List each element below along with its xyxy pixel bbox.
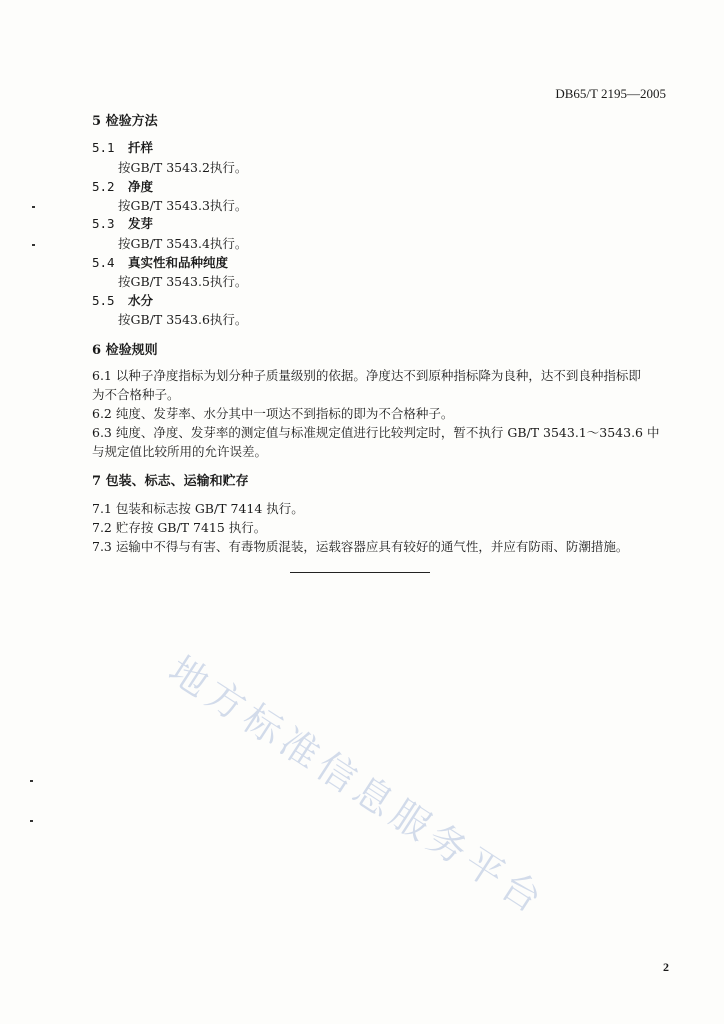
- section-7-3-text: 7.3 运输中不得与有害、有毒物质混装，运载容器应具有较好的通气性，并应有防雨、防潮措施。: [92, 539, 629, 554]
- section-6-2-text: 6.2 纯度、发芽率、水分其中一项达不到指标的即为不合格种子。: [92, 406, 454, 421]
- section-5-1-heading: [92, 138, 153, 156]
- watermark: 地方标准信息服务平台: [161, 647, 555, 925]
- section-7-heading: 7 包装、标志、运输和贮存: [92, 474, 249, 489]
- clause-title: 发芽: [128, 216, 154, 231]
- document-code: DB65/T 2195—2005: [555, 86, 666, 101]
- scan-speck: [32, 244, 35, 246]
- scan-speck: [32, 206, 35, 208]
- scan-speck: [30, 780, 33, 782]
- clause-number: 5.3: [92, 216, 115, 231]
- end-rule: [290, 572, 430, 573]
- section-6-3-line2: 与规定值比较所用的允许误差。: [92, 444, 268, 459]
- clause-title: 水分: [128, 293, 154, 308]
- clause-title: 扦样: [128, 140, 154, 155]
- clause-number: 5.1: [92, 140, 115, 155]
- clause-title: 净度: [128, 179, 154, 194]
- section-5-5-heading: [92, 291, 153, 309]
- section-6-1-line2: 为不合格种子。: [92, 387, 180, 402]
- section-5-4-text: 按GB/T 3543.5执行。: [118, 274, 248, 289]
- section-6-3-line1: 6.3 纯度、净度、发芽率的测定值与标准规定值进行比较判定时，暂不执行 GB/T 3543.1～3543.6 中: [92, 425, 660, 440]
- clause-number: 5.5: [92, 293, 115, 308]
- section-5-2-text: 按GB/T 3543.3执行。: [118, 198, 248, 213]
- section-5-2-heading: [92, 177, 153, 195]
- clause-title: 真实性和品种纯度: [128, 255, 229, 270]
- section-5-heading: 5 检验方法: [92, 114, 158, 129]
- clause-number: 5.2: [92, 179, 115, 194]
- section-5-3-text: 按GB/T 3543.4执行。: [118, 236, 248, 251]
- section-7-2-text: 7.2 贮存按 GB/T 7415 执行。: [92, 520, 267, 535]
- section-5-4-heading: [92, 253, 228, 271]
- section-5-3-heading: [92, 214, 153, 232]
- section-7-1-text: 7.1 包装和标志按 GB/T 7414 执行。: [92, 501, 304, 516]
- scan-speck: [30, 820, 33, 822]
- section-6-1-line1: 6.1 以种子净度指标为划分种子质量级别的依据。净度达不到原种指标降为良种，达不到良种指标即: [92, 368, 641, 383]
- section-6-heading: 6 检验规则: [92, 343, 158, 358]
- section-5-5-text: 按GB/T 3543.6执行。: [118, 312, 248, 327]
- page-number: 2: [663, 960, 669, 974]
- clause-number: 5.4: [92, 255, 115, 270]
- section-5-1-text: 按GB/T 3543.2执行。: [118, 160, 248, 175]
